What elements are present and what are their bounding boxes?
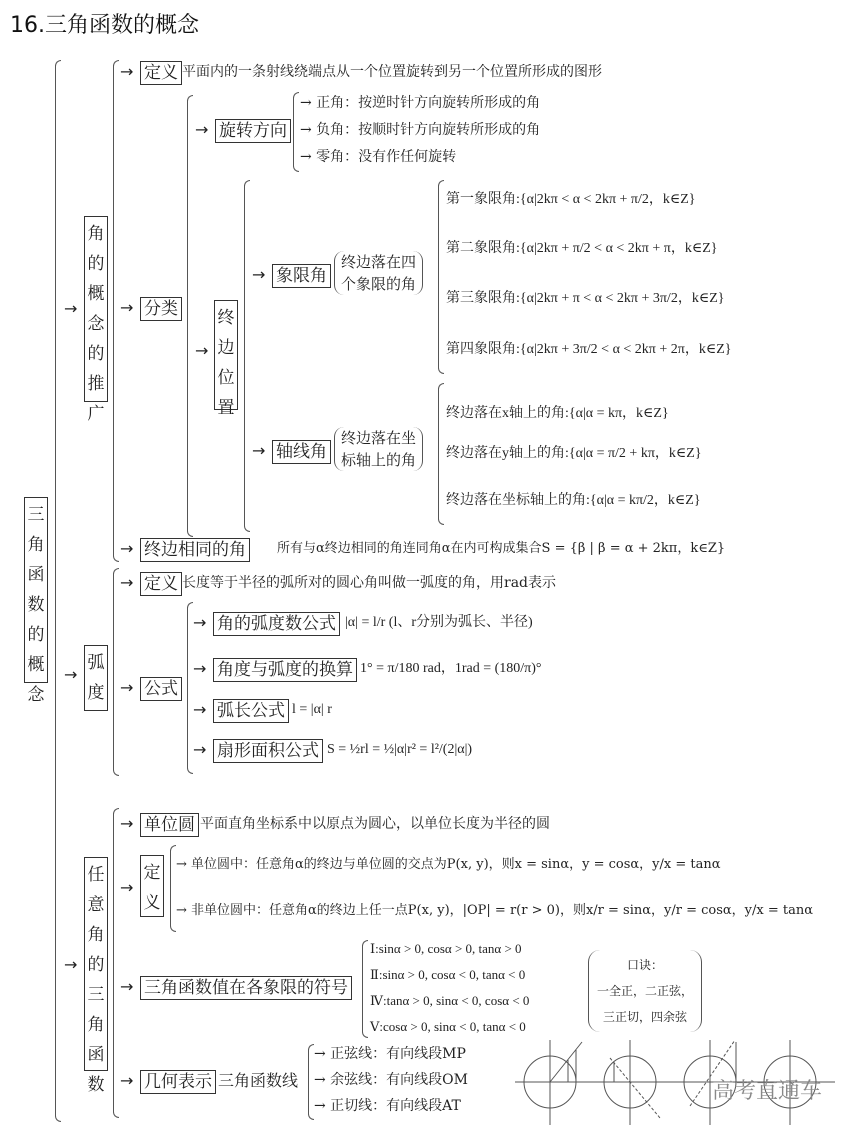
root-brace [55, 60, 61, 1122]
arrow-icon: → [120, 678, 134, 697]
definition-text: 平面内的一条射线绕端点从一个位置旋转到另一个位置所形成的图形 [182, 64, 602, 80]
arrow-icon: → [120, 1071, 134, 1090]
formula-text: l = |α| r [292, 702, 332, 717]
tag-classification: 分类 [140, 297, 182, 321]
rotation-brace [293, 92, 299, 172]
tag-formula: 角的弧度数公式 [213, 612, 340, 636]
rotation-item: → 负角：按顺时针方向旋转所形成的角 [300, 122, 541, 138]
arrow-icon: → [193, 700, 207, 719]
tag-definition: 定义 [140, 61, 182, 85]
arrow-icon: → [252, 441, 266, 460]
tag-formulas: 公式 [140, 677, 182, 701]
axis-item: 终边落在y轴上的角:{α|α = π/2 + kπ，k∈Z} [446, 446, 702, 461]
trig-definition-item: → 非单位圆中：任意角α的终边上任一点P(x, y)，|OP| = r(r > 0)，则x/r = sinα，y/r = cosα，y/x = tanα [176, 903, 814, 918]
geometry-item: → 正弦线：有向线段MP [314, 1046, 466, 1062]
quadrant-item: 第一象限角:{α|2kπ < α < 2kπ + π/2，k∈Z} [446, 192, 696, 207]
quadrant-note [334, 251, 423, 295]
geometry-sub: 三角函数线 [218, 1071, 299, 1090]
coterminal-text: 所有与α终边相同的角连同角α在内可构成集合S = {β | β = α + 2kπ，k∈Z} [277, 541, 726, 556]
tag-terminal-position: 终边位置 [214, 300, 238, 410]
rotation-item: → 零角：没有作任何旋转 [300, 149, 457, 165]
note-line: 终边落在坐 [341, 429, 417, 447]
classification-brace [187, 95, 193, 537]
tag-unit-circle: 单位圆 [140, 813, 199, 837]
arrow-icon: → [64, 955, 78, 974]
tag-quadrant-angle: 象限角 [272, 264, 331, 288]
arrow-icon: → [193, 659, 207, 678]
quadrant-brace [438, 180, 444, 374]
arrow-icon: → [120, 814, 134, 833]
branch-radian: 弧度 [84, 645, 108, 711]
tag-coterminal: 终边相同的角 [140, 538, 250, 562]
tag-signs: 三角函数值在各象限的符号 [140, 976, 352, 1000]
arrow-icon: → [195, 120, 209, 139]
root-node: 三角函数的概念 [24, 497, 48, 683]
trig-definition-item: → 单位圆中：任意角α的终边与单位圆的交点为P(x, y)，则x = sinα，y = cosα，y/x = tanα [176, 857, 721, 872]
tag-trig-definition: 定义 [140, 855, 164, 917]
unit-circle-text: 平面直角坐标系中以原点为圆心，以单位长度为半径的圆 [200, 816, 550, 832]
tag-rotation: 旋转方向 [215, 119, 291, 143]
branch2-brace [113, 568, 119, 776]
mnemonic-line: 一全正，二正弦， [597, 984, 694, 998]
mnemonic-line: 口诀： [627, 958, 664, 972]
page-title: 16.三角函数的概念 [10, 13, 199, 38]
rotation-item: → 正角：按逆时针方向旋转所形成的角 [300, 95, 541, 111]
arrow-icon: → [195, 341, 209, 360]
tag-geometry: 几何表示 [140, 1070, 216, 1094]
tag-formula: 角度与弧度的换算 [213, 658, 357, 682]
arrow-icon: → [193, 740, 207, 759]
quadrant-item: 第三象限角:{α|2kπ + π < α < 2kπ + 3π/2，k∈Z} [446, 291, 725, 306]
arrow-icon: → [193, 613, 207, 632]
tag-formula: 扇形面积公式 [213, 739, 323, 763]
arrow-icon: → [120, 977, 134, 996]
branch1-brace [113, 60, 119, 562]
tag-radian-definition: 定义 [140, 572, 182, 596]
formula-text: 1° = π/180 rad，1rad = (180/π)° [360, 661, 542, 676]
sign-item: Ⅴ:cosα > 0, sinα < 0, tanα < 0 [370, 1019, 526, 1034]
mnemonic-box [588, 950, 702, 1032]
arrow-icon: → [120, 573, 134, 592]
sign-item: Ⅰ:sinα > 0, cosα > 0, tanα > 0 [370, 941, 522, 956]
tag-formula: 弧长公式 [213, 699, 289, 723]
branch3-brace [113, 808, 119, 1118]
geometry-item: → 正切线：有向线段AT [314, 1098, 461, 1114]
arrow-icon: → [64, 665, 78, 684]
note-line: 标轴上的角 [341, 451, 417, 469]
radian-definition-text: 长度等于半径的弧所对的圆心角叫做一弧度的角，用rad表示 [182, 575, 556, 591]
signs-brace [362, 940, 368, 1038]
note-line: 个象限的角 [341, 275, 417, 293]
arrow-icon: → [120, 878, 134, 897]
arrow-icon: → [120, 62, 134, 81]
branch-angle-concept: 角的概念的推广 [84, 216, 108, 402]
sign-item: Ⅱ:sinα > 0, cosα < 0, tanα < 0 [370, 967, 526, 982]
quadrant-item: 第四象限角:{α|2kπ + 3π/2 < α < 2kπ + 2π，k∈Z} [446, 342, 732, 357]
mnemonic-line: 三正切，四余弦 [603, 1010, 688, 1024]
arrow-icon: → [64, 299, 78, 318]
branch-arbitrary-angle: 任意角的三角函数 [84, 857, 108, 1071]
formula-text: S = ½rl = ½|α|r² = l²/(2|α|) [327, 742, 473, 757]
quadrant-item: 第二象限角:{α|2kπ + π/2 < α < 2kπ + π，k∈Z} [446, 241, 718, 256]
geometry-item: → 余弦线：有向线段OM [314, 1072, 468, 1088]
arrow-icon: → [252, 265, 266, 284]
axis-brace [438, 383, 444, 525]
axis-item: 终边落在坐标轴上的角:{α|α = kπ/2，k∈Z} [446, 493, 701, 508]
sign-item: Ⅳ:tanα > 0, sinα < 0, cosα < 0 [370, 993, 530, 1008]
watermark: 高考直通车 [712, 1079, 823, 1104]
axis-item: 终边落在x轴上的角:{α|α = kπ，k∈Z} [446, 406, 669, 421]
axis-note [334, 427, 423, 471]
tag-axis-angle: 轴线角 [272, 440, 331, 464]
terminal-brace [244, 180, 250, 532]
arrow-icon: → [120, 539, 134, 558]
arrow-icon: → [120, 298, 134, 317]
note-line: 终边落在四 [341, 253, 417, 271]
formula-text: |α| = l/r (l、r分别为弧长、半径) [345, 615, 533, 630]
